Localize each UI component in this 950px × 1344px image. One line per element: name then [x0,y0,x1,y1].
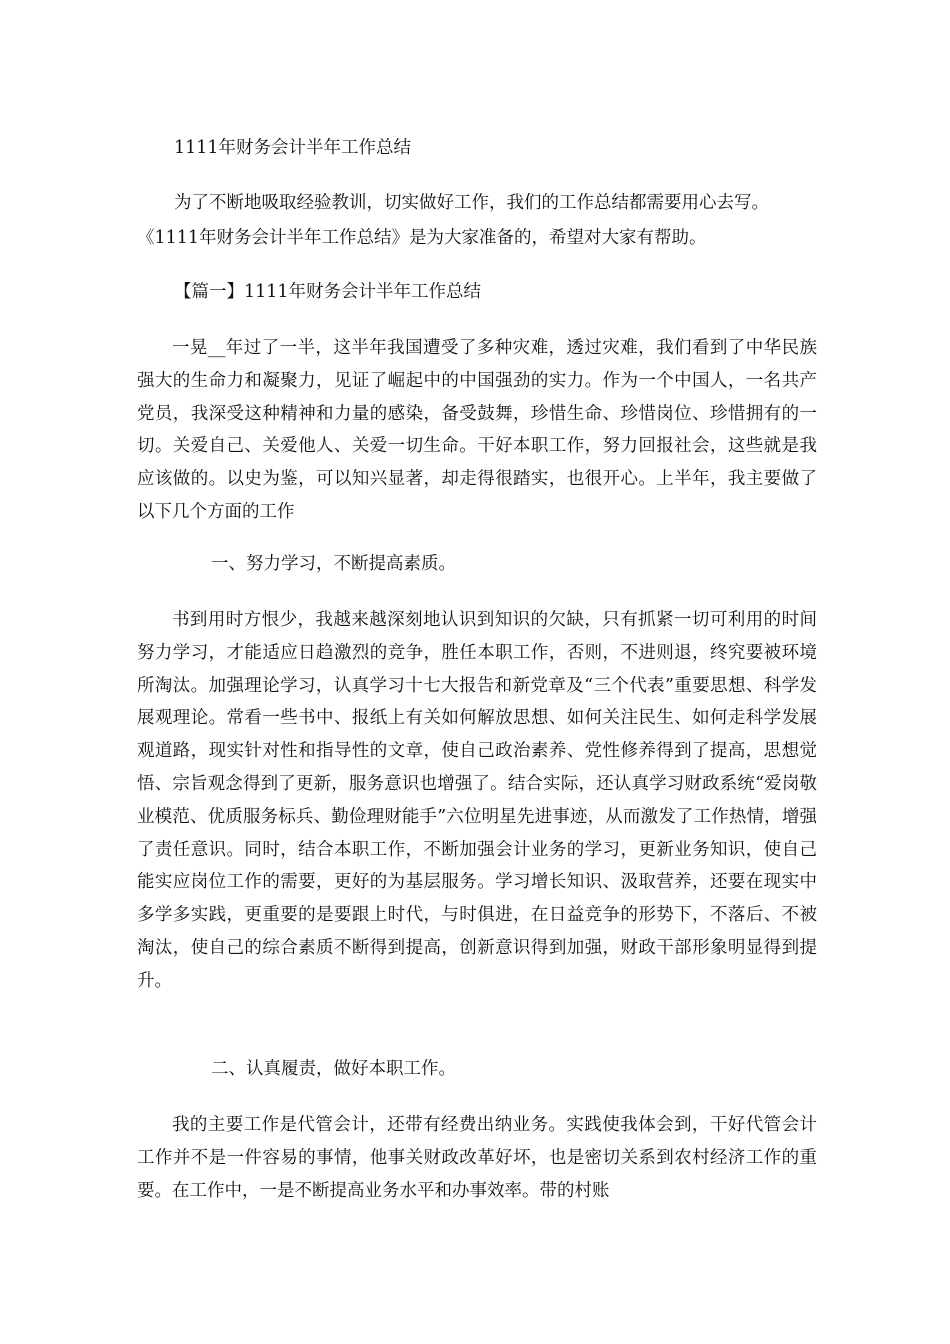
intro-line-1: 为了不断地吸取经验教训，切实做好工作，我们的工作总结都需要用心去写。 [174,193,769,213]
document-title: 1111年财务会计半年工作总结 [174,138,412,158]
paragraph-2: 书到用时方恨少，我越来越深刻地认识到知识的欠缺，只有抓紧一切可利用的时间努力学习，才能适应日趋激烈的竞争，胜任本职工作，否则，不进则退，终究要被环境所淘汰。加强理论学习，认真学习十七大报告和新党章及“三个代表”重要思想、科学发展观理论。常看一些书中、报纸上有关如何解放思想、如何关注民生、如何走科学发展观道路，现实针对性和指导性的文章，使自己政治素养、党性修养得到了提高，思想觉悟、宗旨观念得到了更新，服务意识也增强了。结合实际，还认真学习财政系统“爱岗敬业模范、优质服务标兵、勤俭理财能手”六位明星先进事迹，从而激发了工作热情，增强了责任意识。同时，结合本职工作，不断加强会计业务的学习，更新业务知识，使自己能实应岗位工作的需要，更好的为基层服务。学习增长知识、汲取营养，还要在现实中多学多实践，更重要的是要跟上时代，与时俱进，在日益竞争的形势下，不落后、不被淘汰，使自己的综合素质不断得到提高，创新意识得到加强，财政干部形象明显得到提升。 [137,610,817,991]
paragraph-1: 一晃__年过了一半，这半年我国遭受了多种灾难，透过灾难，我们看到了中华民族强大的生命力和凝聚力，见证了崛起中的中国强劲的实力。作为一个中国人，一名共产党员，我深受这种精神和力量的感染，备受鼓舞，珍惜生命、珍惜岗位、珍惜拥有的一切。关爱自己、关爱他人、关爱一切生命。干好本职工作，努力回报社会，这些就是我应该做的。以史为鉴，可以知兴显著，却走得很踏实，也很开心。上半年，我主要做了以下几个方面的工作 [137,338,817,522]
heading-1: 一、努力学习，不断提高素质。 [211,554,456,574]
paragraph-3: 我的主要工作是代管会计，还带有经费出纳业务。实践使我体会到，干好代管会计工作并不是一件容易的事情，他事关财政改革好坏，也是密切关系到农村经济工作的重要。在工作中，一是不断提高业务水平和办事效率。带的村账 [137,1115,817,1201]
section-title: 【篇一】1111年财务会计半年工作总结 [174,282,482,302]
heading-2: 二、认真履责，做好本职工作。 [211,1059,456,1079]
intro-line-2: 《1111年财务会计半年工作总结》是为大家准备的，希望对大家有帮助。 [137,228,707,248]
